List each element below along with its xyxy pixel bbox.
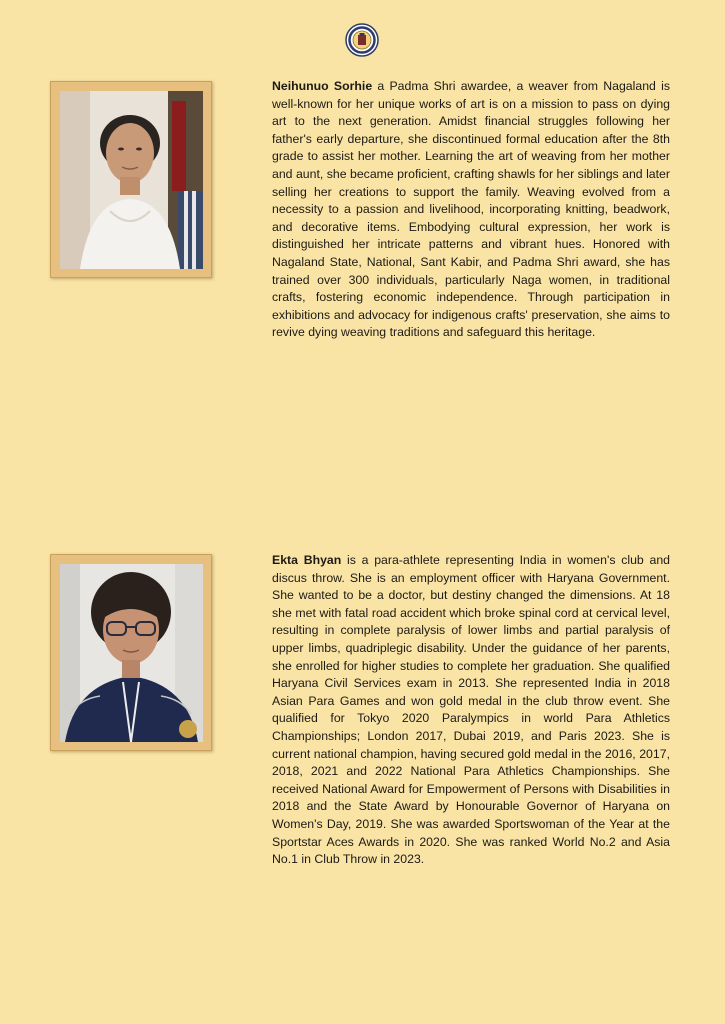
profile-bio bbox=[272, 78, 670, 342]
profile-bio-text: is a para-athlete representing India in women's club and discus throw. She is an employment officer with Haryana Government. She wanted to be a doctor, but destiny changed the dimensions. At 18 she met with fatal road accident which broke spinal cord at cervical level, resulting in complete paralysis of lower limbs and partial paralysis of upper limbs, quadriplegic disability. Under the guidance of her parents, she enrolled for higher studies to complete her graduation. She qualified Haryana Civil Services exam in 2013. She represented India in 2018 Asian Para Games and won gold medal in the club throw event. She qualified for Tokyo 2020 Paralympics in world Para Athletics Championships; London 2017, Dubai 2019, and Paris 2023. She is current national champion, having secured gold medal in the 2016, 2017, 2018, 2021 and 2022 National Para Athletics Championships. She received National Award for Empowerment of Persons with Disabilities in 2018 and the State Award by Honourable Governor of Haryana on Women's Day, 2019. She was awarded Sportswoman of the Year at the Sportstar Aces Awards in 2020. She was ranked World No.2 and Asia No.1 in Club Throw in 2023. bbox=[272, 553, 670, 867]
profile-photo-frame bbox=[50, 554, 212, 751]
profile-name: Ekta Bhyan bbox=[272, 553, 342, 567]
profile-photo-frame bbox=[50, 81, 212, 278]
portrait-elderly-woman bbox=[60, 91, 203, 269]
profile-bio bbox=[272, 552, 670, 869]
profile-bio-text: a Padma Shri awardee, a weaver from Nagaland is well-known for her unique works of art is on a mission to pass on dying art to the next generation. Amidst financial struggles following her father's early departure, she discontinued formal education after the 8th grade to assist her mother. Learning the art of weaving from her mother and aunt, she became proficient, crafting shawls for her siblings and later selling her creations to support the family. Weaving evolved from a necessity to a passion and livelihood, incorporating knitting, beadwork, and decorative items. Embodying cultural expression, her work is distinguished her intricate patterns and vibrant hues. Honored with Nagaland State, National, Sant Kabir, and Padma Shri award, she has trained over 300 individuals, particularly Naga women, in traditional crafts, fostering economic independence. Through participation in exhibitions and advocacy for indigenous crafts' preservation, she aims to revive dying weaving traditions and safeguard this heritage. bbox=[272, 79, 670, 340]
institution-seal-icon bbox=[345, 23, 379, 57]
profile-name: Neihunuo Sorhie bbox=[272, 79, 373, 93]
portrait-woman-glasses bbox=[60, 564, 203, 742]
